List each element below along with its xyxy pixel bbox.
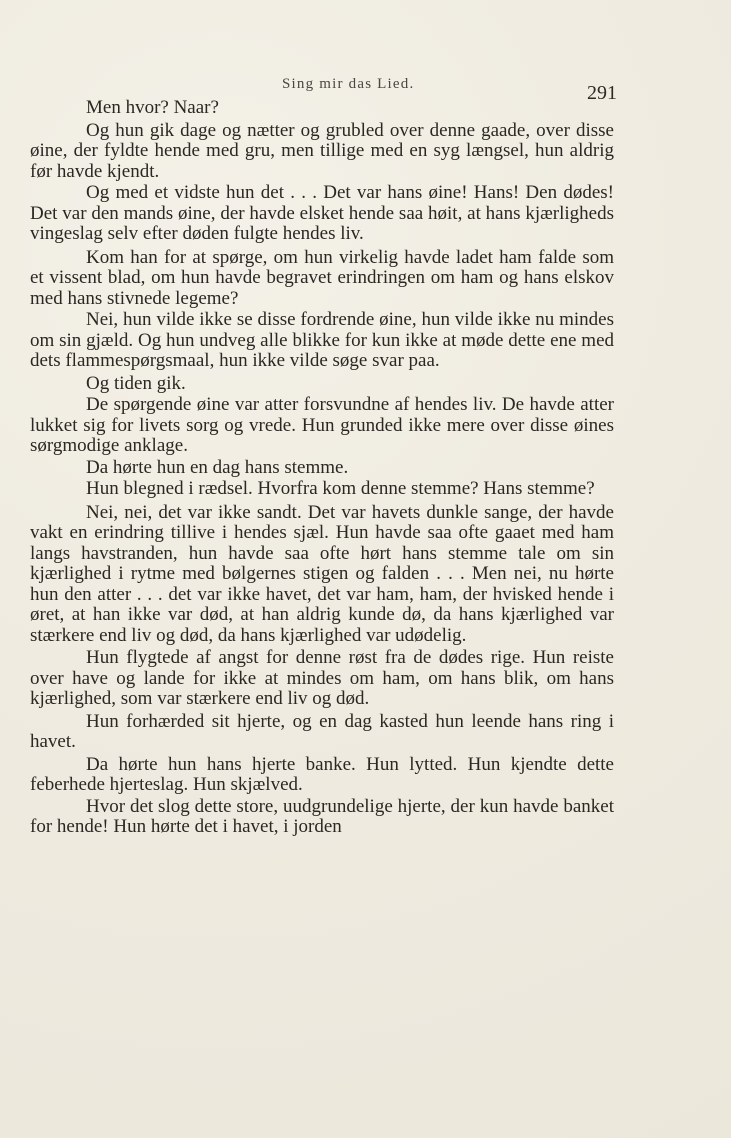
paragraph-8: Da hørte hun en dag hans stemme. <box>86 456 349 478</box>
paragraph-11: Hun flygtede af angst for denne røst fra de dødes rige. Hun reiste over have og lande for ikke at mindes om ham, om hans blik, om hans kjærlighed, som var stærkere end liv og død. <box>30 647 614 709</box>
running-head: Sing mir das Lied. <box>282 76 415 92</box>
paragraph-2: Og hun gik dage og nætter og grubled over denne gaade, over disse øine, der fyldte hende med gru, men tillige med en syg længsel, hun aldrig før havde kjendt. <box>30 119 614 182</box>
paragraph-1: Men hvor? Naar? <box>86 97 219 118</box>
paragraph-3: Og med et vidste hun det . . . Det var hans øine! Hans! Den dødes! Det var den mands øine, der havde elsket hende saa høit, at hans kjærligheds vingeslag selv efter døden fulgte hendes liv. <box>30 182 614 244</box>
paragraph-14: Hvor det slog dette store, uudgrundelige hjerte, der kun havde banket for hende! Hun hørte det i havet, i jorden <box>30 795 614 837</box>
paragraph-10: Nei, nei, det var ikke sandt. Det var havets dunkle sange, der havde vakt en erindring tillive i hendes sjæl. Hun havde saa ofte gaaet med ham langs havstranden, hun havde saa ofte hørt hans stemme tale om sin kjærlighed i rytme med bølgernes stigen og falden . . . Men nei, nu hørte hun den atter . . . det var ikke havet, det var ham, ham, der hvisked hende i øret, at han ikke var død, at han aldrig kunde dø, da hans kjærlighed var stærkere end liv og død, da hans kjærlighed var udødelig. <box>30 501 614 646</box>
paragraph-7: De spørgende øine var atter forsvundne af hendes liv. De havde atter lukket sig for livets sorg og vrede. Hun grunded ikke mere over disse øines sørgmodige anklage. <box>30 394 614 456</box>
paragraph-12: Hun forhærded sit hjerte, og en dag kasted hun leende hans ring i havet. <box>30 710 614 752</box>
page-number: 291 <box>587 82 617 104</box>
page-text <box>30 98 614 838</box>
paragraph-9: Hun blegned i rædsel. Hvorfra kom denne stemme? Hans stemme? <box>86 478 595 499</box>
paragraph-4: Kom han for at spørge, om hun virkelig havde ladet ham falde som et vissent blad, om hun havde begravet erindringen om ham og hans elskov med hans stivnede legeme? <box>30 246 614 309</box>
paragraph-13: Da hørte hun hans hjerte banke. Hun lytted. Hun kjendte dette feberhede hjerteslag. Hun skjælved. <box>30 753 614 795</box>
paragraph-5: Nei, hun vilde ikke se disse fordrende øine, hun vilde ikke nu mindes om sin gjæld. Og hun undveg alle blikke for kun ikke at møde dette ene med dets flammespørgsmaal, hun ikke vilde søge svar paa. <box>30 309 614 371</box>
paragraph-6: Og tiden gik. <box>86 372 186 394</box>
